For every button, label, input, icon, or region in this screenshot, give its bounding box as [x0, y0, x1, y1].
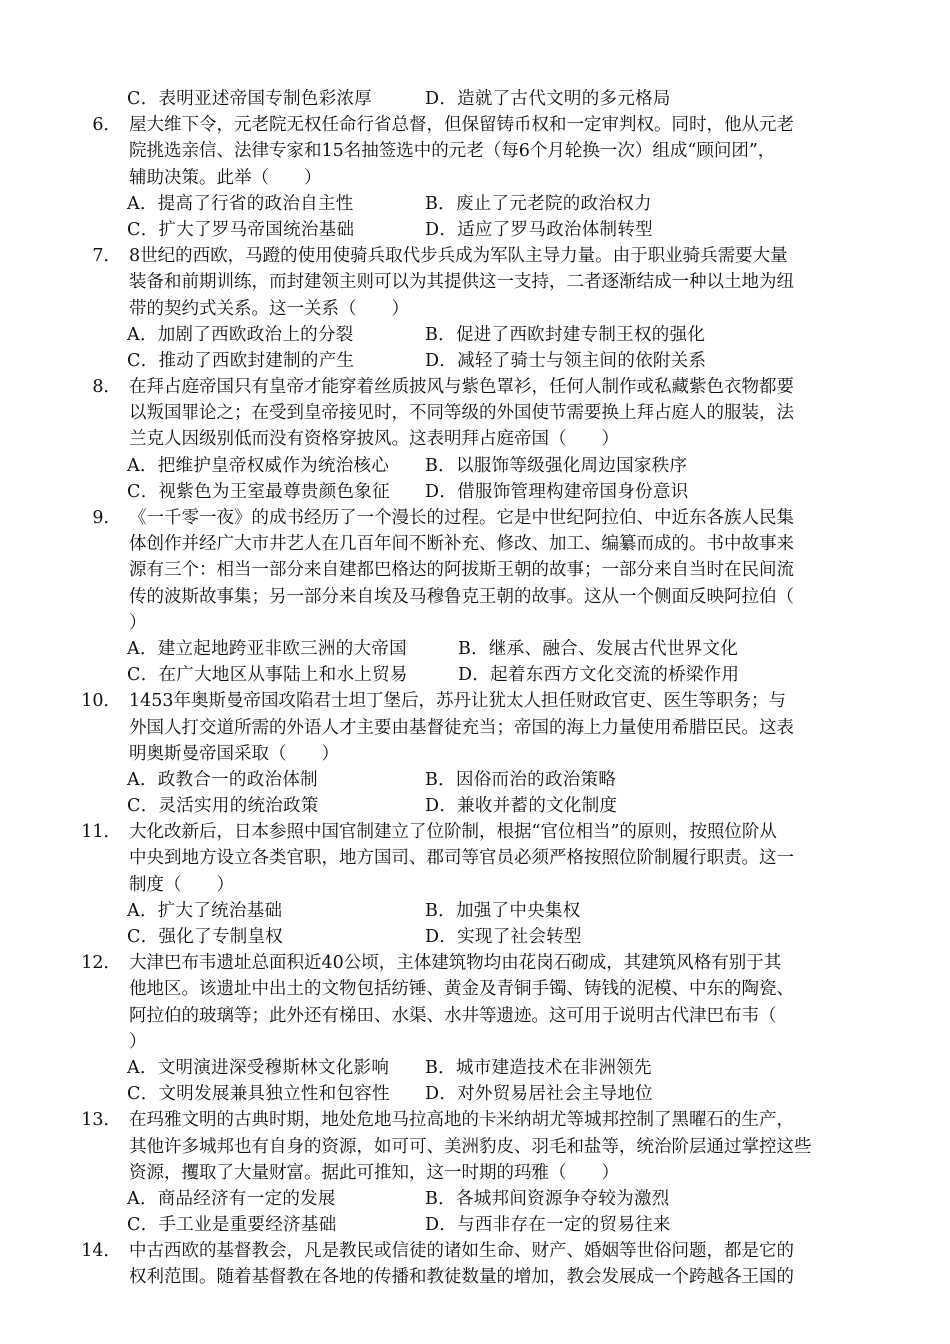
option-b: B．城市建造技术在非洲领先: [425, 1057, 652, 1078]
option-d: D．减轻了骑士与领主间的依附关系: [425, 350, 707, 371]
option-c: C．表明亚述帝国专制色彩浓厚: [127, 89, 373, 109]
question-text: 外国人打交道所需的外语人才主要由基督徒充当；帝国的海上力量使用希腊臣民。这表: [129, 717, 794, 738]
exam-page: [0, 86, 950, 1291]
option-row: [0, 898, 950, 924]
question-text: 辅助决策。此举（ ）: [129, 167, 322, 188]
option-row: [0, 662, 950, 688]
question-text: 大津巴布韦遗址总面积近40公顷，主体建筑物均由花岗石砌成，其建筑风格有别于其: [129, 953, 782, 974]
option-row: [0, 636, 950, 662]
option-a: A．文明演进深受穆斯林文化影响: [127, 1057, 390, 1078]
option-row: [0, 217, 950, 243]
question-text: 中央到地方设立各类官职，地方国司、郡司等官员必须严格按照位阶制履行职责。这一: [129, 848, 794, 869]
option-c: C．文明发展兼具独立性和包容性: [127, 1084, 390, 1105]
question-text: 在拜占庭帝国只有皇帝才能穿着丝质披风与紫色罩衫，任何人制作或私藏紫色衣物都要: [129, 377, 794, 398]
option-d: D．与西非存在一定的贸易往来: [425, 1215, 671, 1236]
question-text: 兰克人因级别低而没有资格穿披风。这表明拜占庭帝国（ ）: [129, 429, 619, 450]
question-number: 13．: [81, 1110, 121, 1131]
option-c: C．扩大了罗马帝国统治基础: [127, 219, 355, 240]
question-text: 制度（ ）: [129, 874, 234, 895]
question-13: [0, 1107, 950, 1238]
question-text: 8世纪的西欧，马蹬的使用使骑兵取代步兵成为军队主导力量。由于职业骑兵需要大量: [129, 246, 788, 267]
option-c: C．强化了专制皇权: [127, 927, 284, 947]
option-a: A．提高了行省的政治自主性: [127, 193, 354, 214]
option-row: [0, 348, 950, 374]
question-number: 14．: [81, 1241, 121, 1262]
option-b: B．继承、融合、发展古代世界文化: [458, 638, 739, 659]
question-text: 以叛国罪论之；在受到皇帝接见时，不同等级的外国使节需要换上拜占庭人的服装，法: [129, 403, 794, 424]
question-9: [0, 505, 950, 688]
question-text: 1453年奥斯曼帝国攻陷君士坦丁堡后，苏丹让犹太人担任财政官吏、医生等职务；与: [129, 691, 787, 712]
question-text: 阿拉伯的玻璃等；此外还有梯田、水渠、水井等遗迹。这可用于说明古代津巴布韦（: [129, 1005, 777, 1026]
option-b: B．促进了西欧封建专制王权的强化: [425, 324, 706, 345]
option-c: C．视紫色为王室最尊贵颜色象征: [127, 481, 390, 502]
question-text: 源有三个：相当一部分来自建都巴格达的阿拔斯王朝的故事；一部分来自当时在民间流: [129, 560, 794, 581]
question-text: 他地区。该遗址中出土的文物包括纺锤、黄金及青铜手镯、铸钱的泥模、中东的陶瓷、: [129, 979, 794, 1000]
option-row: [0, 793, 950, 819]
question-text: 在玛雅文明的古典时期，地处危地马拉高地的卡米纳胡尤等城邦控制了黑曜石的生产，: [129, 1110, 794, 1131]
question-text: 体创作并经广大市井艺人在几百年间不断补充、修改、加工、编纂而成的。书中故事来: [129, 534, 794, 555]
question-8: [0, 374, 950, 505]
option-c: C．推动了西欧封建制的产生: [127, 350, 355, 371]
option-b: B．因俗而治的政治策略: [425, 769, 617, 790]
question-text: 权利范围。随着基督教在各地的传播和教徒数量的增加，教会发展成一个跨越各王国的: [129, 1267, 794, 1288]
option-d: D．造就了古代文明的多元格局: [425, 89, 671, 109]
question-14: [0, 1238, 950, 1290]
option-c: C．灵活实用的统治政策: [127, 796, 319, 817]
option-row: [0, 1055, 950, 1081]
question-text: 明奥斯曼帝国采取（ ）: [129, 743, 339, 764]
option-row: [0, 1212, 950, 1238]
question-text: 院挑选亲信、法律专家和15名抽签选中的元老（每6个月轮换一次）组成“顾问团”，: [129, 141, 776, 162]
option-b: B．加强了中央集权: [425, 900, 581, 921]
option-b: B．废止了元老院的政治权力: [425, 193, 652, 214]
question-text: 其他许多城邦也有自身的资源，如可可、美洲豹皮、羽毛和盐等，统治阶层通过掌控这些: [129, 1136, 812, 1157]
option-c: C．手工业是重要经济基础: [127, 1215, 337, 1236]
question-number: 6．: [92, 115, 121, 136]
question-10: [0, 688, 950, 819]
option-d: D．实现了社会转型: [425, 927, 582, 947]
option-row: [0, 479, 950, 505]
question-text: ）: [129, 612, 147, 633]
option-b: B．以服饰等级强化周边国家秩序: [425, 455, 688, 476]
option-a: A．加剧了西欧政治上的分裂: [127, 324, 354, 345]
option-d: D．兼收并蓄的文化制度: [425, 796, 618, 817]
question-text: 资源，攫取了大量财富。据此可推知，这一时期的玛雅（ ）: [129, 1162, 619, 1183]
option-d: D．对外贸易居社会主导地位: [425, 1084, 653, 1105]
question-number: 9．: [92, 508, 121, 528]
question-number: 11．: [81, 822, 121, 843]
question-7: [0, 243, 950, 374]
question-11: [0, 819, 950, 950]
question-text: 带的契约式关系。这一关系（ ）: [129, 298, 409, 319]
question-12: [0, 950, 950, 1107]
option-row: [0, 322, 950, 348]
option-row: [0, 191, 950, 217]
question-number: 12．: [81, 953, 121, 974]
question-text: 传的波斯故事集；另一部分来自埃及马穆鲁克王朝的故事。这从一个侧面反映阿拉伯（: [129, 586, 794, 607]
option-d: D．适应了罗马政治体制转型: [425, 219, 653, 240]
question-text: 屋大维下令，元老院无权任命行省总督，但保留铸币权和一定审判权。同时，他从元老: [129, 115, 794, 136]
option-a: A．建立起地跨亚非欧三洲的大帝国: [127, 638, 407, 659]
question-text: 中古西欧的基督教会，凡是教民或信徒的诸如生命、财产、婚姻等世俗问题，都是它的: [129, 1241, 794, 1262]
option-d: D．借服饰管理构建帝国身份意识: [425, 481, 689, 502]
option-c: C．在广大地区从事陆上和水上贸易: [127, 665, 408, 686]
option-row: [0, 86, 950, 112]
question-number: 7．: [92, 246, 121, 267]
question-text: 装备和前期训练，而封建领主则可以为其提供这一支持，二者逐渐结成一种以土地为纽: [129, 272, 794, 293]
option-row: [0, 1081, 950, 1107]
option-row: [0, 1186, 950, 1212]
question-text: 《一千零一夜》的成书经历了一个漫长的过程。它是中世纪阿拉伯、中近东各族人民集: [129, 508, 794, 528]
option-d: D．起着东西方文化交流的桥梁作用: [458, 665, 740, 686]
question-number: 8．: [92, 377, 121, 398]
option-b: B．各城邦间资源争夺较为激烈: [425, 1188, 670, 1209]
option-a: A．政教合一的政治体制: [127, 769, 318, 790]
question-text: ）: [129, 1031, 147, 1052]
question-text: 大化改新后，日本参照中国官制建立了位阶制，根据“官位相当”的原则，按照位阶从: [129, 822, 777, 843]
option-row: [0, 767, 950, 793]
question-number: 10．: [81, 691, 121, 712]
option-a: A．把维护皇帝权威作为统治核心: [127, 455, 390, 476]
option-a: A．扩大了统治基础: [127, 900, 283, 921]
question-6: [0, 112, 950, 243]
option-a: A．商品经济有一定的发展: [127, 1188, 336, 1209]
option-row: [0, 453, 950, 479]
option-row: [0, 924, 950, 950]
